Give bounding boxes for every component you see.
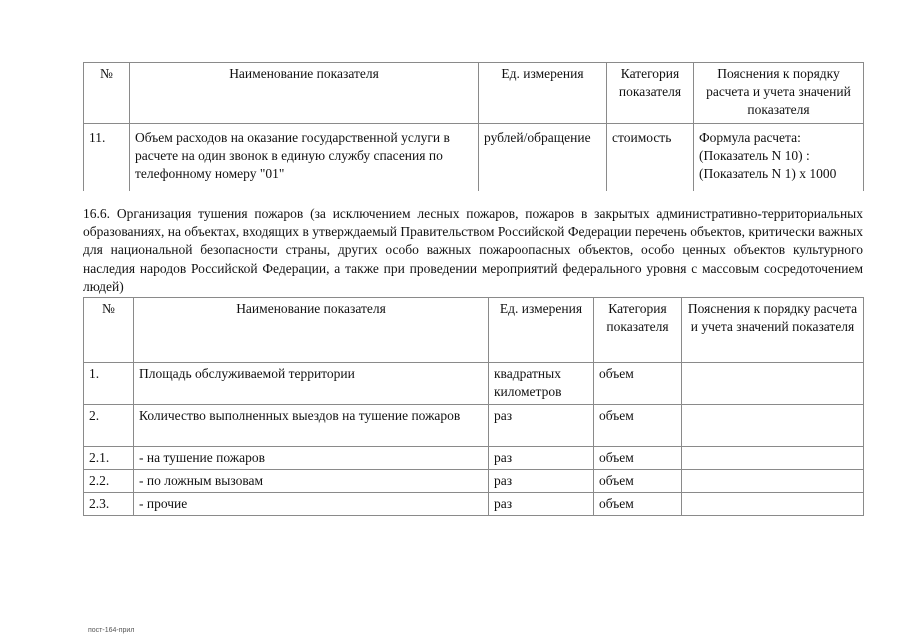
header-num: № [84, 63, 130, 124]
header-category: Категория показателя [607, 63, 694, 124]
row-unit: раз [489, 470, 594, 493]
header-unit: Ед. измерения [479, 63, 607, 124]
header-name: Наименование показателя [130, 63, 479, 124]
table-row [84, 124, 864, 192]
row-unit: раз [489, 405, 594, 447]
formula-label: Формула расчета: [699, 130, 801, 145]
row-num: 2.3. [84, 493, 134, 516]
table-row [84, 493, 864, 516]
table-row [84, 405, 864, 447]
indicator-table-fire [83, 297, 864, 516]
table-row [84, 470, 864, 493]
row-unit: раз [489, 493, 594, 516]
row-unit: рублей/обращение [479, 124, 607, 192]
row-category: стоимость [607, 124, 694, 192]
row-category: объем [594, 405, 682, 447]
table-header-row [84, 63, 864, 124]
formula-line-2: (Показатель N 1) x 1000 [699, 166, 837, 181]
header-name: Наименование показателя [134, 298, 489, 363]
formula-line-1: (Показатель N 10) : [699, 148, 810, 163]
row-category: объем [594, 363, 682, 405]
row-notes [682, 447, 864, 470]
header-category: Категория показателя [594, 298, 682, 363]
row-notes [682, 405, 864, 447]
header-notes: Пояснения к порядку расчета и учета значений показателя [682, 298, 864, 363]
row-notes [694, 124, 864, 192]
row-unit: квадратных километров [489, 363, 594, 405]
document-footer-mark: пост-164-прил [88, 627, 135, 634]
row-notes [682, 493, 864, 516]
row-num: 1. [84, 363, 134, 405]
header-notes: Пояснения к порядку расчета и учета значений показателя [694, 63, 864, 124]
row-notes [682, 363, 864, 405]
row-name: - по ложным вызовам [134, 470, 489, 493]
row-name: Количество выполненных выездов на тушение пожаров [134, 405, 489, 447]
row-num: 11. [84, 124, 130, 192]
row-name: Объем расходов на оказание государственной услуги в расчете на один звонок в единую службу спасения по телефонному номеру "01" [130, 124, 479, 192]
row-num: 2.2. [84, 470, 134, 493]
row-name: - на тушение пожаров [134, 447, 489, 470]
indicator-table-top [83, 62, 864, 191]
row-num: 2. [84, 405, 134, 447]
row-category: объем [594, 493, 682, 516]
row-category: объем [594, 470, 682, 493]
section-heading-16-6: 16.6. Организация тушения пожаров (за исключением лесных пожаров, пожаров в закрытых административно-территориальных образованиях, на объектах, входящих в утверждаемый Правительством Российской Федерации перечень объектов, критически важных для национальной безопасности страны, других особо важных пожароопасных объектов, особо ценных объектов культурного наследия народов Российской Федерации, а также при проведении мероприятий федерального уровня с массовым сосредоточением людей) [83, 206, 863, 294]
row-notes [682, 470, 864, 493]
row-unit: раз [489, 447, 594, 470]
table-row [84, 447, 864, 470]
header-unit: Ед. измерения [489, 298, 594, 363]
row-num: 2.1. [84, 447, 134, 470]
table-row [84, 363, 864, 405]
row-category: объем [594, 447, 682, 470]
table-header-row [84, 298, 864, 363]
header-num: № [84, 298, 134, 363]
row-name: - прочие [134, 493, 489, 516]
row-name: Площадь обслуживаемой территории [134, 363, 489, 405]
